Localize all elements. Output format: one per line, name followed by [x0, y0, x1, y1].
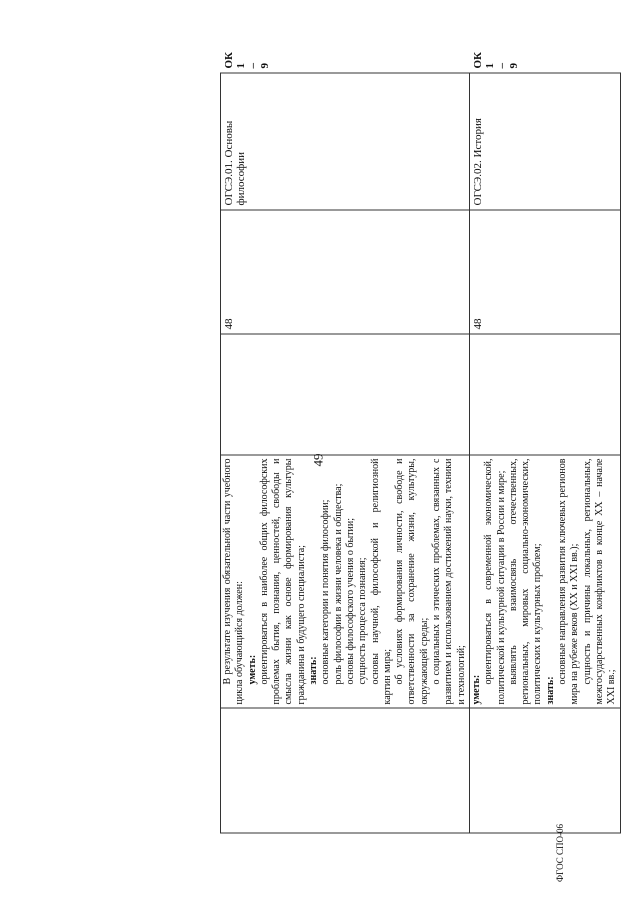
- table-row: [221, 73, 470, 833]
- skill-item: ориентироваться в современной экономической, политической и культурной ситуации в России и мире;: [483, 458, 507, 705]
- knowledge-item: основные категории и понятия философии;: [320, 499, 332, 685]
- page-number: 49: [310, 453, 326, 467]
- hours-value: 48: [471, 318, 484, 330]
- skills-label: уметь:: [246, 654, 258, 685]
- hours-value: 48: [223, 318, 235, 330]
- requirements-cell: [221, 455, 470, 708]
- knowledge-item: основы научной, философской и религиозной картин мира;: [369, 458, 393, 705]
- blank-cell: [469, 334, 620, 455]
- knowledge-label: знать:: [544, 676, 556, 705]
- knowledge-item: основы философского учения о бытии;: [344, 517, 356, 685]
- knowledge-item: сущность и причины локальных, региональных, межгосударственных конфликтов в конце XX – начале XXI вв.;: [581, 458, 618, 705]
- requirements-cell: [469, 455, 620, 708]
- knowledge-item: основные направления развития ключевых регионов мира на рубеже веков (XX и XXI вв.);: [557, 458, 581, 705]
- skill-item: выявлять взаимосвязь отечественных, региональных, мировых социально-экономических, политических и культурных проблем;: [507, 458, 544, 705]
- competence-code: ОК 1 – 9: [223, 51, 271, 69]
- blank-cell: [469, 708, 620, 833]
- discipline-cell: [221, 73, 470, 210]
- requirements-intro: В результате изучения обязательной части учебного цикла обучающийся должен:: [222, 458, 246, 705]
- discipline-name: ОГСЭ.02. История: [471, 118, 484, 206]
- footer-label: ФГОС СПО-06: [555, 824, 565, 882]
- blank-cell: [221, 708, 470, 833]
- hours-cell: [221, 210, 470, 334]
- curriculum-table: [220, 51, 621, 834]
- knowledge-item: роль философии в жизни человека и общества;: [332, 483, 344, 685]
- curriculum-table-rotated: [220, 51, 618, 834]
- table-row: [469, 73, 620, 833]
- skills-label: уметь:: [470, 674, 482, 705]
- competence-code: ОК 1 – 9: [471, 51, 520, 69]
- knowledge-item: о социальных и этических проблемах, связанных с развитием и использованием достижений науки, техники и технологий;: [431, 458, 467, 705]
- blank-cell: [221, 334, 470, 455]
- skill-item: ориентироваться в наиболее общих философских проблемах бытия, познания, ценностей, свободы и смысла жизни как основе формирования культуры гражданина и будущего специалиста;: [258, 458, 307, 705]
- knowledge-item: об условиях формирования личности, свободе и ответственности за сохранение жизни, культуры, окружающей среды;: [394, 458, 430, 705]
- discipline-cell: [469, 73, 620, 210]
- knowledge-label: знать:: [308, 656, 320, 685]
- discipline-name: ОГСЭ.01. Основы философии: [223, 120, 247, 206]
- hours-cell: [469, 210, 620, 334]
- knowledge-item: сущность процесса познания;: [357, 557, 369, 685]
